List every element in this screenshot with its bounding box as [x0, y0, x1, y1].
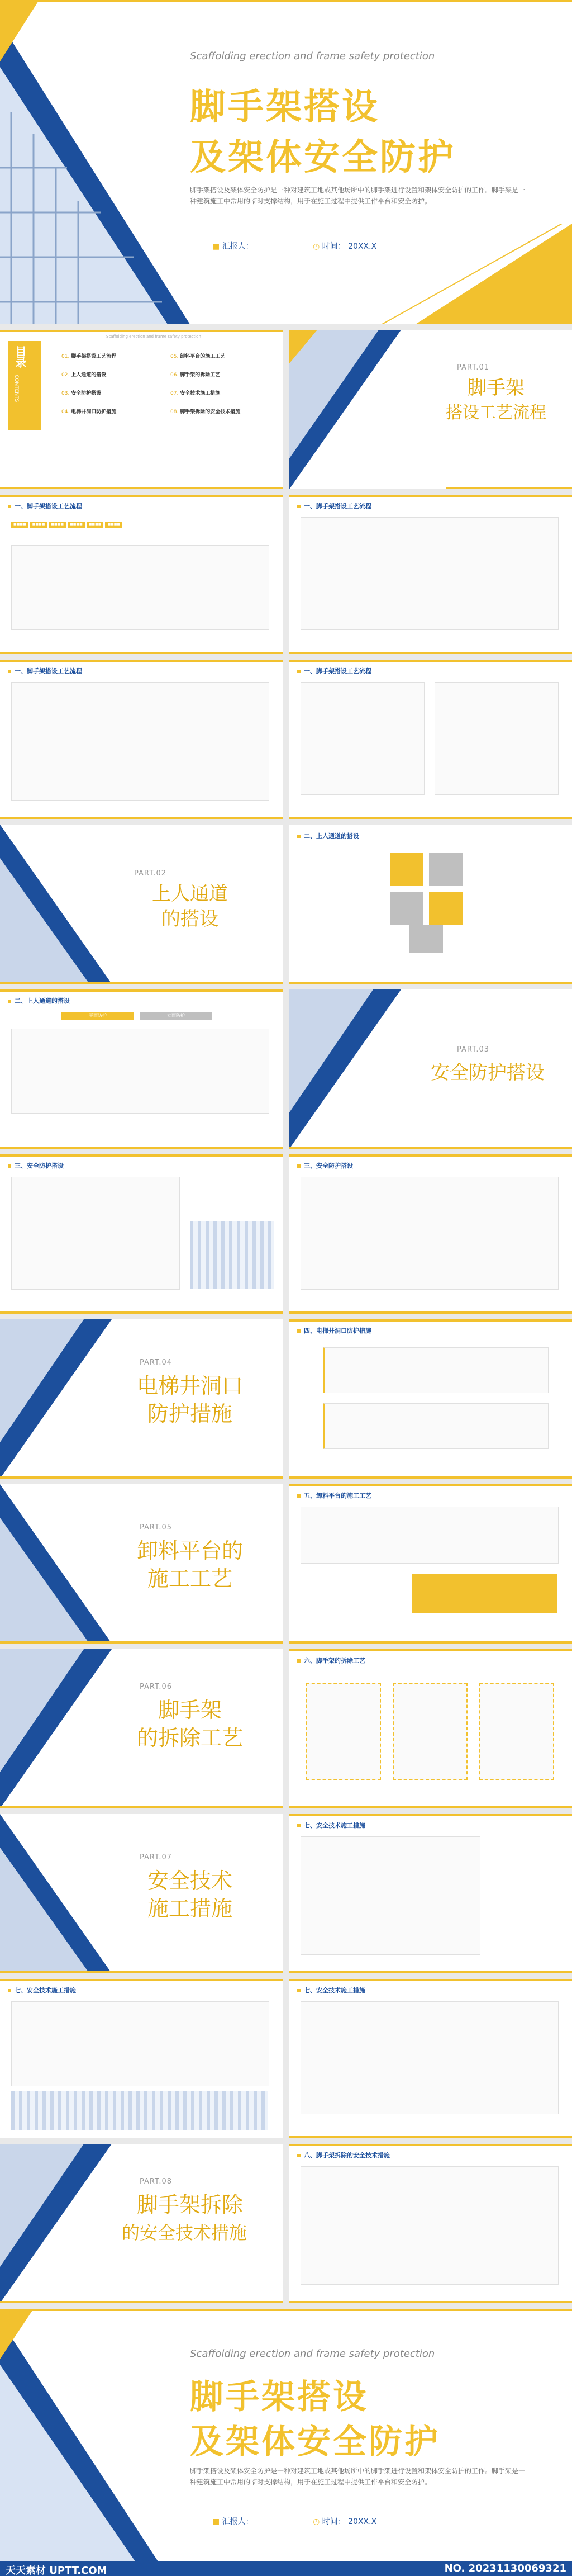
flow-step: ■■■■ — [87, 522, 104, 528]
toc-item[interactable]: 06. 脚手架的拆除工艺 — [170, 372, 221, 378]
section1a-header: 一、脚手架搭设工艺流程 — [8, 501, 82, 510]
detail-box — [435, 682, 559, 795]
section4-bottom-bar — [289, 1476, 572, 1479]
section2a-bottom-bar — [289, 982, 572, 984]
toc-item[interactable]: 01. 脚手架搭设工艺流程 — [61, 354, 117, 359]
section3b-header: 三、安全防护搭设 — [297, 1161, 353, 1170]
section6-top-bar — [289, 1649, 572, 1651]
part03-slide — [289, 989, 572, 1149]
toc-list — [61, 352, 274, 415]
closing-building-graphic — [0, 2309, 190, 2576]
part02-title-line2: 的搭设 — [161, 908, 218, 930]
detail-box — [301, 1507, 559, 1564]
section6-slide — [289, 1649, 572, 1808]
part06-title-line1: 脚手架 — [158, 1698, 222, 1722]
part05-number: PART.05 — [140, 1523, 173, 1532]
section1a-bottom-bar — [0, 652, 283, 654]
section1b-top-bar — [289, 495, 572, 497]
section2b-top-bar — [0, 989, 283, 992]
flow-step: ■■■■ — [11, 522, 28, 528]
section1c-top-bar — [0, 660, 283, 662]
worker-photo — [11, 2091, 268, 2130]
detail-box — [301, 682, 425, 795]
section7c-bottom-bar — [289, 2136, 572, 2138]
part08-title-line1: 脚手架拆除 — [136, 2193, 243, 2217]
cover-slide — [0, 0, 572, 324]
section7b-top-bar — [0, 1979, 283, 1981]
section8-bottom-bar — [289, 2301, 572, 2303]
toc-item[interactable]: 07. 安全技术施工措施 — [170, 391, 221, 396]
part04-slide — [0, 1319, 283, 1479]
toc-item[interactable]: 03. 安全防护搭设 — [61, 391, 102, 396]
section6-bottom-bar — [289, 1806, 572, 1808]
part02-building-graphic — [0, 825, 112, 984]
part07-number: PART.07 — [140, 1853, 173, 1862]
section6-header: 六、脚手架的拆除工艺 — [297, 1656, 365, 1665]
section3-slide-b — [289, 1154, 572, 1314]
part05-title-line2: 施工工艺 — [147, 1566, 232, 1591]
flow-text-box — [11, 545, 269, 630]
part04-title-line1: 电梯井洞口 — [136, 1374, 243, 1398]
toc-slide — [0, 330, 283, 489]
puzzle-graphic — [384, 847, 474, 959]
watermark-right: NO. 20231130069321 — [444, 2563, 566, 2574]
closing-reporter — [212, 2516, 254, 2527]
section1-slide-b — [289, 495, 572, 654]
section1a-top-bar — [0, 495, 283, 497]
closing-subtitle-en: Scaffolding erection and frame safety protection — [190, 2348, 435, 2360]
detail-box — [11, 2001, 269, 2086]
section3a-top-bar — [0, 1154, 283, 1157]
closing-date-value: 20XX.X — [348, 2517, 377, 2526]
section1c-bottom-bar — [0, 817, 283, 819]
flow-step: ■■■■ — [30, 522, 47, 528]
scaffold-photo — [190, 1221, 274, 1289]
part03-bottom-bar — [289, 1147, 572, 1149]
section2b-bottom-bar — [0, 1147, 283, 1149]
detail-box — [11, 682, 269, 801]
detail-box — [301, 2166, 559, 2285]
part01-bottom-bar — [446, 487, 572, 489]
toc-title: 目录 — [13, 345, 27, 368]
section2-slide-a — [289, 825, 572, 984]
part07-building-graphic — [0, 1814, 112, 1973]
section1d-bottom-bar — [289, 817, 572, 819]
section3a-header: 三、安全防护搭设 — [8, 1161, 64, 1170]
section5-top-bar — [289, 1484, 572, 1486]
toc-item[interactable]: 08. 脚手架拆除的安全技术措施 — [170, 409, 241, 415]
cover-title-line1: 脚手架搭设 — [190, 87, 380, 128]
part06-slide — [0, 1649, 283, 1808]
clock-icon: ◷ — [313, 242, 320, 251]
part07-title-line2: 施工措施 — [147, 1896, 232, 1921]
closing-date-label: 时间： — [322, 2517, 346, 2526]
section8-top-bar — [289, 2144, 572, 2146]
section4-top-bar — [289, 1319, 572, 1322]
flow-step: ■■■■ — [68, 522, 85, 528]
flow-step: ■■■■ — [49, 522, 66, 528]
section7a-header: 七、安全技术施工措施 — [297, 1821, 365, 1830]
closing-title-line1: 脚手架搭设 — [190, 2378, 369, 2417]
card — [306, 1683, 381, 1780]
section2b-header: 二、上人通道的搭设 — [8, 996, 70, 1005]
clock-icon: ◷ — [313, 2517, 320, 2526]
flow-steps — [11, 517, 124, 528]
cover-date-value: 20XX.X — [348, 242, 377, 251]
part05-title-line1: 卸料平台的 — [136, 1538, 243, 1563]
section7c-header: 七、安全技术施工措施 — [297, 1986, 365, 1995]
tab-planar-protection[interactable]: 平面防护 — [61, 1012, 134, 1020]
section4-slide — [289, 1319, 572, 1479]
cover-corner-lines — [349, 224, 572, 324]
part06-number: PART.06 — [140, 1683, 173, 1691]
section7-slide-b — [0, 1979, 283, 2138]
part01-title-line2: 搭设工艺流程 — [446, 403, 546, 423]
section7c-top-bar — [289, 1979, 572, 1981]
section1-slide-d — [289, 660, 572, 819]
part01-number: PART.01 — [457, 363, 490, 372]
detail-box — [323, 1403, 549, 1449]
cover-title-line2: 及架体安全防护 — [190, 137, 456, 178]
section1c-header: 一、脚手架搭设工艺流程 — [8, 666, 82, 675]
part04-title-line2: 防护措施 — [147, 1401, 232, 1426]
part06-title-line2: 的拆除工艺 — [136, 1726, 243, 1750]
detail-box — [301, 1177, 559, 1290]
closing-title-line2: 及架体安全防护 — [190, 2422, 440, 2461]
cover-description: 脚手架搭设及架体安全防护是一种对建筑工地或其他场所中的脚手架进行设置和架体安全防护的工作。脚手架是一种建筑施工中常用的临时支撑结构，用于在施工过程中提供工作平台和安全防护。 — [190, 186, 526, 205]
part01-building-graphic — [289, 330, 401, 489]
part07-title-line1: 安全技术 — [147, 1868, 232, 1893]
part02-slide — [0, 825, 283, 984]
section1-slide-c — [0, 660, 283, 819]
closing-slide — [0, 2309, 572, 2576]
detail-box — [11, 1029, 269, 1114]
section1-slide-a — [0, 495, 283, 654]
section3-slide-a — [0, 1154, 283, 1314]
toc-en-sub: Scaffolding erection and frame safety protection — [106, 334, 201, 339]
closing-date — [313, 2516, 376, 2527]
watermark-footer — [0, 2561, 572, 2576]
part06-bottom-bar — [0, 1806, 283, 1808]
section7a-bottom-bar — [289, 1971, 572, 1973]
section7b-header: 七、安全技术施工措施 — [8, 1986, 76, 1995]
section2-slide-b — [0, 989, 283, 1149]
section1d-top-bar — [289, 660, 572, 662]
section3b-top-bar — [289, 1154, 572, 1157]
section5-bottom-bar — [289, 1641, 572, 1644]
tab-vertical-protection[interactable]: 立面防护 — [140, 1012, 212, 1020]
section1b-header: 一、脚手架搭设工艺流程 — [297, 501, 371, 510]
section5-header: 五、卸料平台的施工工艺 — [297, 1491, 371, 1500]
closing-reporter-label: 汇报人： — [222, 2517, 254, 2526]
user-icon: ■ — [212, 242, 220, 251]
toc-item[interactable]: 02. 上人通道的搭设 — [61, 372, 107, 378]
flow-step: ■■■■ — [105, 522, 122, 528]
part04-number: PART.04 — [140, 1358, 173, 1367]
toc-title-block — [8, 341, 41, 430]
part05-slide — [0, 1484, 283, 1644]
detail-box — [301, 2001, 559, 2114]
part07-slide — [0, 1814, 283, 1973]
cover-reporter — [212, 240, 254, 252]
section3a-bottom-bar — [0, 1311, 283, 1314]
part02-title-line1: 上人通道 — [152, 883, 228, 905]
section8-header: 八、脚手架拆除的安全技术措施 — [297, 2151, 390, 2160]
section8-slide — [289, 2144, 572, 2303]
cover-subtitle-en: Scaffolding erection and frame safety protection — [190, 50, 435, 62]
part02-bottom-bar — [0, 982, 283, 984]
section5-slide — [289, 1484, 572, 1644]
part06-building-graphic — [0, 1649, 112, 1808]
part02-number: PART.02 — [134, 869, 167, 878]
section1b-bottom-bar — [289, 652, 572, 654]
part07-bottom-bar — [0, 1971, 283, 1973]
card — [479, 1683, 554, 1780]
detail-box — [301, 517, 559, 630]
closing-description: 脚手架搭设及架体安全防护是一种对建筑工地或其他场所中的脚手架进行设置和架体安全防护的工作。脚手架是一种建筑施工中常用的临时支撑结构，用于在施工过程中提供工作平台和安全防护。 — [190, 2467, 526, 2486]
cover-building-graphic — [0, 0, 190, 324]
part04-bottom-bar — [0, 1476, 283, 1479]
part01-slide — [289, 330, 572, 489]
part03-title: 安全防护搭设 — [431, 1062, 545, 1084]
toc-item[interactable]: 04. 电梯井洞口防护措施 — [61, 409, 117, 415]
watermark-left: 天天素材 UPTT.COM — [6, 2565, 107, 2576]
part04-building-graphic — [0, 1319, 112, 1479]
highlight-block — [412, 1574, 557, 1613]
toc-top-bar — [0, 330, 283, 332]
part03-number: PART.03 — [457, 1045, 490, 1054]
part08-slide — [0, 2144, 283, 2303]
detail-box — [11, 1177, 180, 1290]
part03-building-graphic — [289, 989, 401, 1149]
section7-slide-a — [289, 1814, 572, 1973]
part08-number: PART.08 — [140, 2177, 173, 2186]
cover-reporter-label: 汇报人： — [222, 242, 254, 251]
part08-title-line2: 的安全技术措施 — [121, 2222, 247, 2243]
part05-building-graphic — [0, 1484, 112, 1644]
part01-title-line1: 脚手架 — [468, 377, 525, 399]
toc-bottom-bar — [0, 487, 283, 489]
part05-bottom-bar — [0, 1641, 283, 1644]
section1d-header: 一、脚手架搭设工艺流程 — [297, 666, 371, 675]
toc-title-en: CONTENTS — [13, 375, 19, 402]
detail-box — [301, 1836, 480, 1955]
part08-bottom-bar — [0, 2301, 283, 2303]
section7-slide-c — [289, 1979, 572, 2138]
toc-item[interactable]: 05. 卸料平台的施工工艺 — [170, 354, 226, 359]
detail-box — [323, 1347, 549, 1393]
section3b-bottom-bar — [289, 1311, 572, 1314]
section4-header: 四、电梯井洞口防护措施 — [297, 1326, 371, 1335]
card — [393, 1683, 468, 1780]
cover-date-label: 时间： — [322, 242, 346, 251]
user-icon: ■ — [212, 2517, 220, 2526]
section2a-header: 二、上人通道的搭设 — [297, 831, 359, 840]
section7a-top-bar — [289, 1814, 572, 1816]
